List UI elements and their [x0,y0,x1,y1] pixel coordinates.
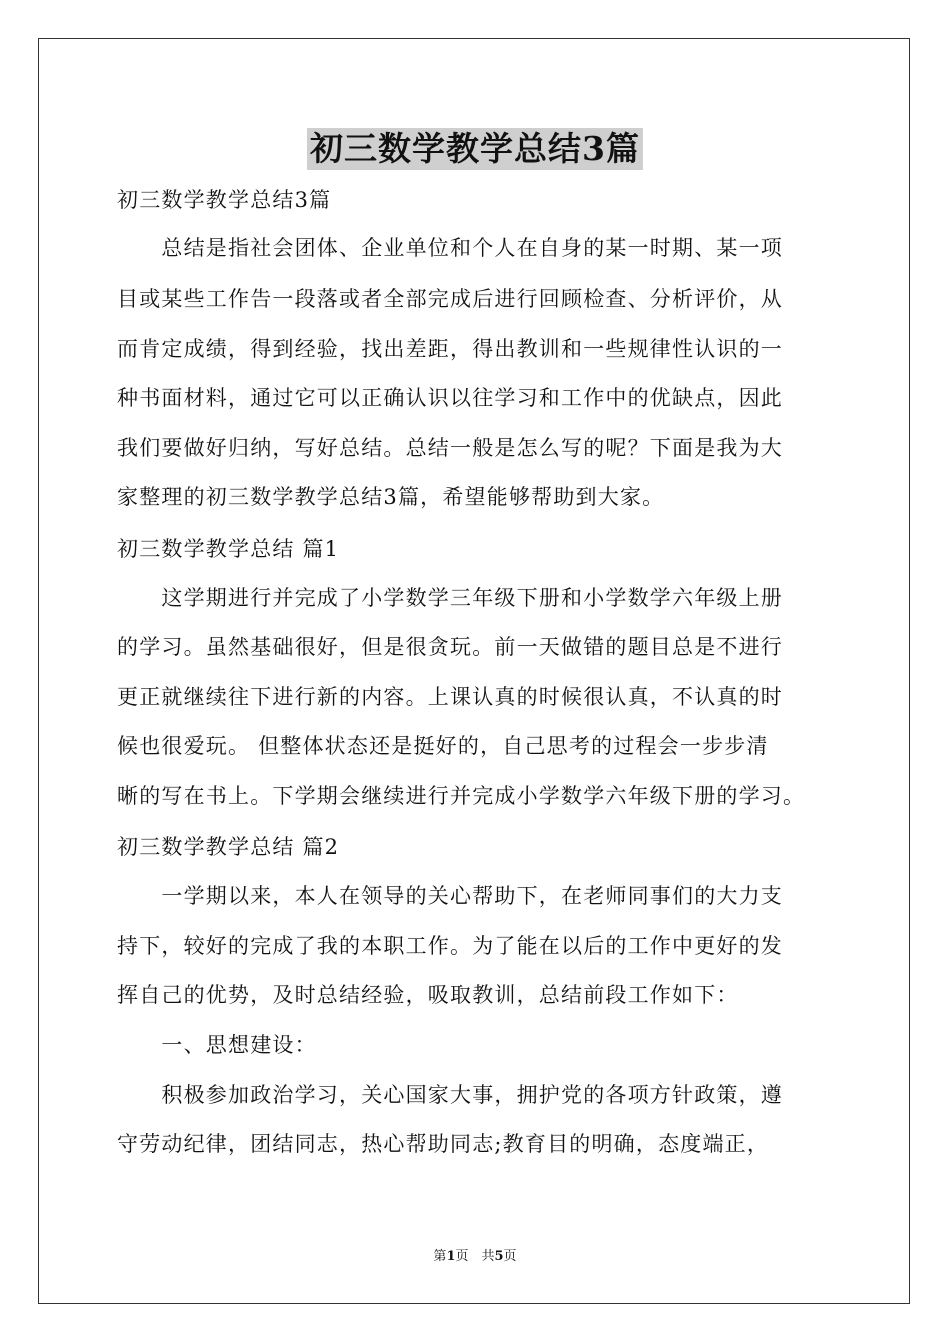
body-line: 积极参加政治学习，关心国家大事，拥护党的各项方针政策，遵 [117,1083,783,1107]
body-line: 一学期以来，本人在领导的关心帮助下，在老师同事们的大力支 [117,884,783,908]
total-page-number: 5 [494,1249,504,1264]
body-line: 而肯定成绩，得到经验，找出差距，得出教训和一些规律性认识的一 [117,337,783,361]
current-page-number: 1 [446,1249,456,1264]
document-title [0,128,950,170]
body-line: 目或某些工作告一段落或者全部完成后进行回顾检查、分析评价，从 [117,287,783,311]
body-line: 家整理的初三数学教学总结3篇，希望能够帮助到大家。 [117,485,665,509]
document-title-text: 初三数学教学总结3篇 [307,128,643,170]
section-heading: 初三数学教学总结 篇1 [117,537,340,561]
body-line: 持下，较好的完成了我的本职工作。为了能在以后的工作中更好的发 [117,934,783,958]
body-line: 候也很爱玩。 但整体状态还是挺好的，自己思考的过程会一步步清 [117,734,769,758]
page-mid: 页 共 [455,1249,495,1264]
body-line: 这学期进行并完成了小学数学三年级下册和小学数学六年级上册 [117,586,783,610]
body-line: 的学习。虽然基础很好，但是很贪玩。前一天做错的题目总是不进行 [117,635,783,659]
body-line: 种书面材料，通过它可以正确认识以往学习和工作中的优缺点，因此 [117,386,783,410]
body-line: 更正就继续往下进行新的内容。上课认真的时候很认真，不认真的时 [117,685,783,709]
page-border [38,38,910,1304]
page-footer [0,1248,950,1266]
body-line: 晰的写在书上。下学期会继续进行并完成小学数学六年级下册的学习。 [117,784,806,808]
body-line: 一、思想建设： [117,1033,317,1057]
page-prefix: 第 [433,1249,447,1264]
body-line: 初三数学教学总结3篇 [117,188,332,212]
body-line: 守劳动纪律，团结同志，热心帮助同志;教育目的明确，态度端正， [117,1132,770,1156]
section-heading: 初三数学教学总结 篇2 [117,835,340,859]
body-line: 总结是指社会团体、企业单位和个人在自身的某一时期、某一项 [117,236,783,260]
body-line: 我们要做好归纳，写好总结。总结一般是怎么写的呢？下面是我为大 [117,436,783,460]
page-suffix: 页 [503,1249,517,1264]
body-line: 挥自己的优势，及时总结经验，吸取教训，总结前段工作如下： [117,983,739,1007]
